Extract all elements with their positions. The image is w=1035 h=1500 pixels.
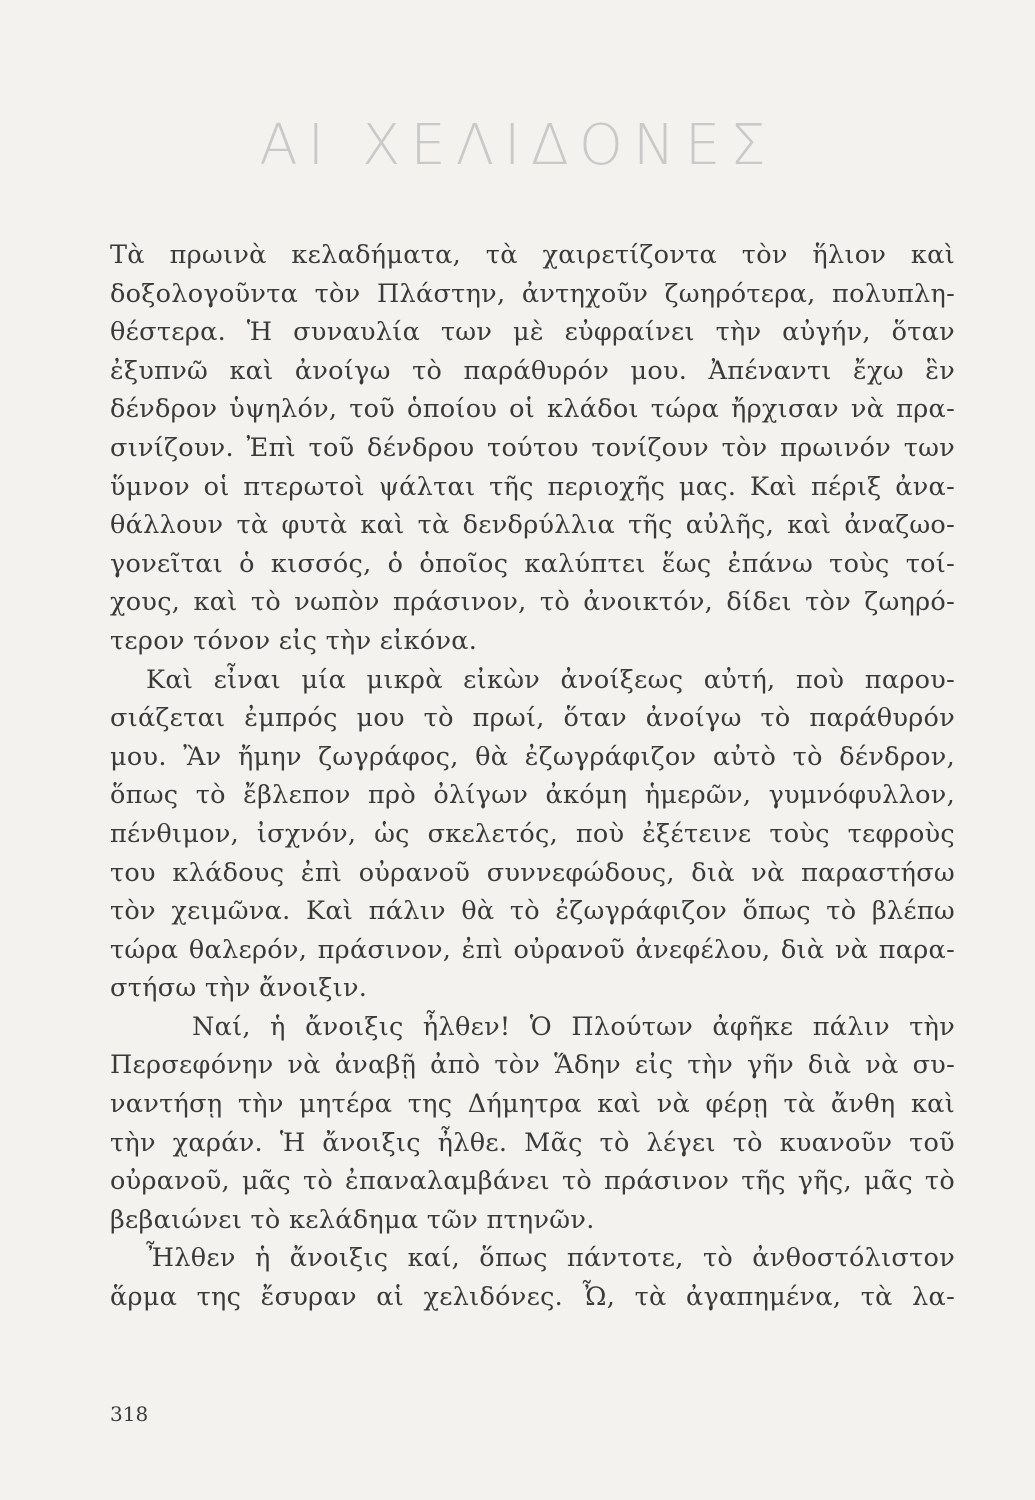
text-line: ναντήσῃ τὴν μητέρα της Δήμητρα καὶ νὰ φέρῃ τὰ ἄνθη καὶ [110,1089,955,1120]
text-line: δένδρον ὑψηλόν, τοῦ ὁποίου οἱ κλάδοι τώρα ἤρχισαν νὰ πρα- [110,394,955,425]
text-line: Ναί, ἡ ἄνοιξις ἦλθεν! Ὁ Πλούτων ἀφῆκε πάλιν τὴν [192,1011,955,1042]
text-line: ὕμνον οἱ πτερωτοὶ ψάλται τῆς περιοχῆς μας. Καὶ πέριξ ἀνα- [110,471,955,502]
text-line: ὅπως τὸ ἔβλεπον πρὸ ὀλίγων ἀκόμη ἡμερῶν, γυμνόφυλλον, [110,780,955,811]
text-line: μου. Ἂν ἤμην ζωγράφος, θὰ ἐζωγράφιζον αὐτὸ τὸ δένδρον, [110,741,955,772]
text-line: Τὰ πρωινὰ κελαδήματα, τὰ χαιρετίζοντα τὸν ἥλιον καὶ [110,240,955,270]
text-line: στήσω τὴν ἄνοιξιν. [110,973,368,1004]
text-line: τὴν χαράν. Ἡ ἄνοιξις ἦλθε. Μᾶς τὸ λέγει τὸ κυανοῦν τοῦ [110,1127,955,1158]
text-line: ἅρμα της ἔσυραν αἱ χελιδόνες. Ὦ, τὰ ἀγαπημένα, τὰ λα- [110,1282,955,1313]
text-line: σιάζεται ἐμπρός μου τὸ πρωί, ὅταν ἀνοίγω τὸ παράθυρόν [110,703,955,734]
text-line: βεβαιώνει τὸ κελάδημα τῶν πτηνῶν. [110,1204,595,1235]
text-line: δοξολογοῦντα τὸν Πλάστην, ἀντηχοῦν ζωηρότερα, πολυπλη- [110,278,955,309]
text-line: θέστερα. Ἡ συναυλία των μὲ εὐφραίνει τὴν αὐγήν, ὅταν [110,317,955,348]
text-line: γονεῖται ὁ κισσός, ὁ ὁποῖος καλύπτει ἕως ἐπάνω τοὺς τοί- [110,548,955,579]
text-line: Περσεφόνην νὰ ἀναβῇ ἀπὸ τὸν Ἅδην εἰς τὴν γῆν διὰ νὰ συ- [110,1050,955,1081]
text-line: ἐξυπνῶ καὶ ἀνοίγω τὸ παράθυρόν μου. Ἀπέναντι ἔχω ἓν [110,355,955,386]
text-line: οὐρανοῦ, μᾶς τὸ ἐπαναλαμβάνει τὸ πράσινον τῆς γῆς, μᾶς τὸ [110,1166,955,1197]
text-line: Ἦλθεν ἡ ἄνοιξις καί, ὅπως πάντοτε, τὸ ἀνθοστόλιστον [146,1243,955,1274]
text-line: τερον τόνον εἰς τὴν εἰκόνα. [110,625,478,656]
text-line: τὸν χειμῶνα. Καὶ πάλιν θὰ τὸ ἐζωγράφιζον ὅπως τὸ βλέπω [110,896,955,927]
text-line: Καὶ εἶναι μία μικρὰ εἰκὼν ἀνοίξεως αὐτή, ποὺ παρου- [146,664,955,695]
body-text [110,236,955,1317]
text-line: τώρα θαλερόν, πράσινον, ἐπὶ οὐρανοῦ ἀνεφέλου, διὰ νὰ παρα- [110,934,955,965]
page-number: 318 [110,1402,149,1426]
text-line: θάλλουν τὰ φυτὰ καὶ τὰ δενδρύλλια τῆς αὐλῆς, καὶ ἀναζωο- [110,510,955,541]
text-line: πένθιμον, ἰσχνόν, ὡς σκελετός, ποὺ ἐξέτεινε τοὺς τεφροὺς [110,818,955,849]
text-line: χους, καὶ τὸ νωπὸν πράσινον, τὸ ἀνοικτόν, δίδει τὸν ζωηρό- [110,587,955,618]
chapter-title: ΑΙ ΧΕΛΙΔΟΝΕΣ [259,113,776,178]
text-line: του κλάδους ἐπὶ οὐρανοῦ συννεφώδους, διὰ νὰ παραστήσω [110,857,955,888]
text-line: σινίζουν. Ἐπὶ τοῦ δένδρου τούτου τονίζουν τὸν πρωινόν των [110,432,955,463]
